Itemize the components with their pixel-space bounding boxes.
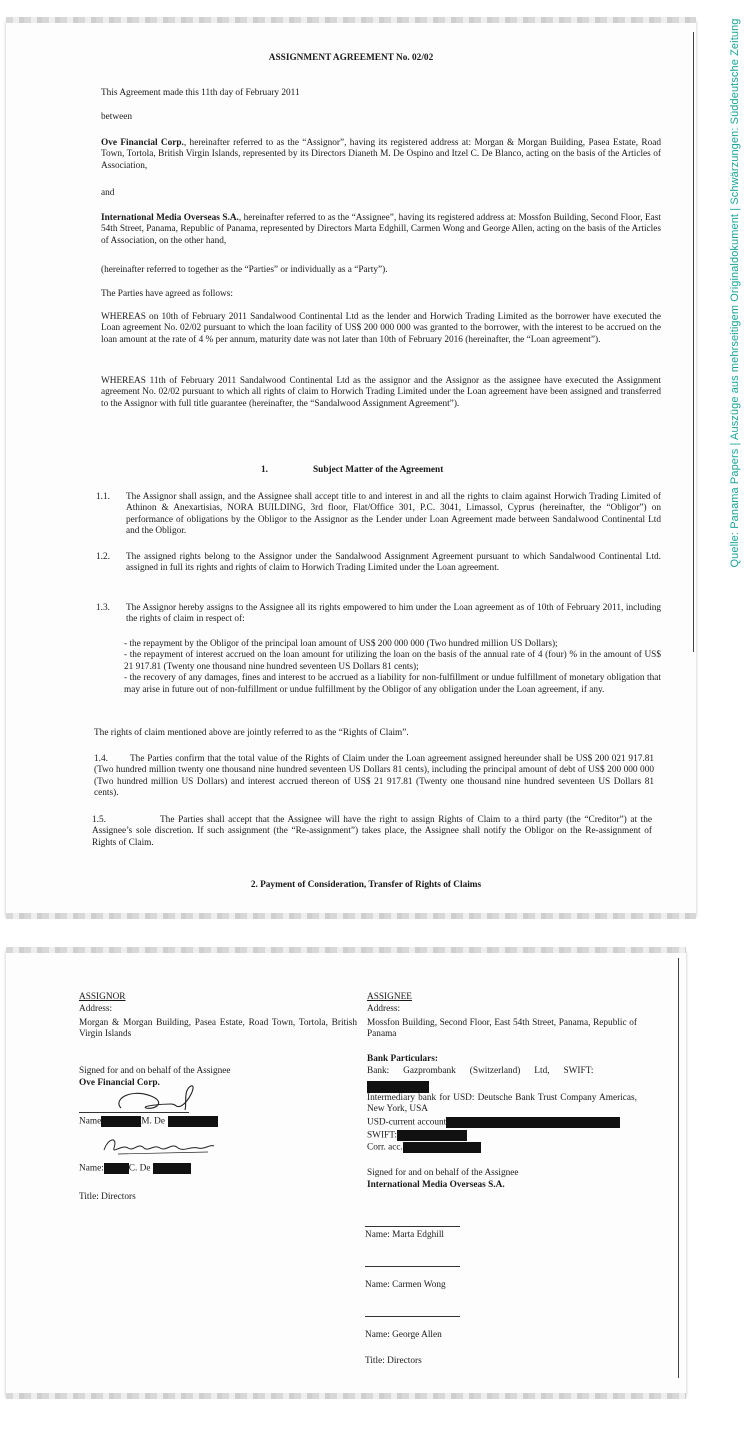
usd-account-label: USD-current account (367, 1117, 447, 1128)
clause-1-3-number: 1.3. (96, 603, 110, 613)
between-text: between (101, 112, 132, 122)
signature-line-george (365, 1316, 460, 1317)
agreement-page-1 (6, 20, 696, 916)
bank-heading: Bank Particulars: (367, 1054, 439, 1064)
redaction-block (367, 1081, 429, 1093)
signatory-carmen: Name: Carmen Wong (365, 1280, 446, 1290)
assignor-signed-text: Signed for and on behalf of the Assignee (79, 1066, 231, 1076)
name-2-label: Name: (79, 1163, 104, 1174)
clause-1-5-number: 1.5. (92, 815, 106, 825)
name-1-label: Name (79, 1116, 102, 1127)
assignee-signed-text: Signed for and on behalf of the Assignee (367, 1168, 519, 1178)
redaction-block (101, 1116, 141, 1127)
intermediary-bank: Intermediary bank for USD: Deutsche Bank Trust Company Americas, New York, USA (367, 1093, 637, 1115)
name-1-row (79, 1116, 218, 1128)
redaction-block (168, 1116, 218, 1127)
assignor-address-label: Address: (79, 1004, 113, 1014)
party1-text: , hereinafter referred to as the “Assignor”, having its registered address at: Morgan & Morgan Building, Pasea Estate, Road Town, Tortola, British Virgin Islands, represented by its Directors Dianeth M. De Ospino and Itzel C. De Blanco, acting on the basis of the Articles of Association, (101, 138, 661, 171)
section2-title: 2. Payment of Consideration, Transfer of Rights of Claims (250, 880, 482, 890)
bank-line: Bank: Gazprombank (Switzerland) Ltd, SWIFT: (367, 1066, 594, 1076)
party2-name: International Media Overseas S.A. (101, 213, 239, 223)
redaction-block (104, 1163, 129, 1174)
party2-text: , hereinafter referred to as the “Assignee”, having its registered address at: Mossfon Building, Second Floor, East 54th Street, Panama, Republic of Panama, represented by Directors Marta Edghill, Carmen Wong and George Allen, acting on the basis of the Articles of Association, on the other hand, (101, 213, 661, 246)
clause-1-3-list: - the repayment by the Obligor of the principal loan amount of US$ 200 000 000 (Two hundred million US Dollars); - the repayment of interest accrued on the loan amount for utilizing the loan on the basis of the annual rate of 4 (four) % in the amount of US$ 21 917.81 (Twenty one thousand nine hundred seventeen US Dollars 81 cents); - the recovery of any damages, fines and interest to be accrued as a liability for non-fulfillment or undue fulfillment of monetary obligation that may arise in future out of non-fulfillment or undue fulfillment by the Obligor of any obligation under the Loan agreement, if any. (124, 639, 661, 695)
source-credit (728, 8, 742, 578)
redaction-block (397, 1130, 467, 1141)
corr-label: Corr. acc. (367, 1142, 403, 1153)
swift-row (367, 1130, 467, 1142)
date-line: This Agreement made this 11th day of February 2011 (101, 88, 300, 98)
signature-line-carmen (365, 1266, 460, 1267)
name-2-row (79, 1163, 191, 1175)
assignee-address-label: Address: (367, 1004, 401, 1014)
hereinafter-text: (hereinafter referred to together as the “Parties” or individually as a “Party”). (101, 265, 388, 275)
assignee-address: Mossfon Building, Second Floor, East 54th Street, Panama, Republic of Panama (367, 1018, 637, 1040)
agreement-page-2 (6, 950, 686, 1396)
assignee-heading: ASSIGNEE (367, 992, 412, 1002)
section1-number: 1. (261, 465, 268, 475)
signatory-marta: Name: Marta Edghill (365, 1230, 445, 1240)
redaction-block (403, 1142, 481, 1153)
assignor-address: Morgan & Morgan Building, Pasea Estate, Road Town, Tortola, British Virgin Islands (79, 1018, 357, 1040)
clause-1-2-number: 1.2. (96, 552, 110, 562)
page-edge-line (693, 32, 694, 652)
clause-1-4-number: 1.4. (94, 754, 108, 764)
redaction-block (153, 1163, 191, 1174)
and-text: and (101, 188, 115, 198)
clause-1-1: The Assignor shall assign, and the Assignee shall accept title to and interest in and all the rights to claim against Horwich Trading Limited of Athinon & Anexartisias, NORA BUILDING, 3rd floor, Flat/Office 301, P.C. 3041, Limassol, Cyprus (hereinafter, the “Obligor”) on performance of obligations by the Obligor to the Assignor as the Lender under Loan Agreement made between Sandalwood Continental Ltd and the Obligor. (126, 492, 661, 537)
usd-account-row (367, 1117, 620, 1129)
clause-1-3: The Assignor hereby assigns to the Assignee all its rights empowered to him under the Loan agreement as of 10th of February 2011, including the rights of claim in respect of: (126, 603, 661, 625)
clause-1-4: The Parties confirm that the total value of the Rights of Claim under the Loan agreement assigned hereunder shall be US$ 200 021 917.81 (Two hundred million twenty one thousand nine hundred seventeen US Dollars 81 cents), including the principal amount of debt of US$ 200 000 000 (Two hundred million US Dollars) and interest accrued thereon of US$ 21 917.81 (Twenty one thousand nine hundred seventeen US Dollars 81 cents). (94, 754, 654, 799)
signature-2-icon (98, 1132, 218, 1158)
assignor-heading: ASSIGNOR (79, 992, 126, 1002)
assignee-title: Title: Directors (365, 1356, 422, 1366)
party1-paragraph (101, 138, 661, 172)
assignor-title: Title: Directors (79, 1192, 136, 1202)
whereas-1: WHEREAS on 10th of February 2011 Sandalwood Continental Ltd as the lender and Horwich Trading Limited as the borrower have executed the Loan agreement No. 02/02 pursuant to which the loan facility of US$ 200 000 000 was granted to the borrower, with the interest to be accrued on the loan amount at the rate of 4 % per annum, maturity date was not later than 10th of February 2016 (hereinafter, the “Loan agreement”). (101, 312, 661, 345)
whereas-2: WHEREAS 11th of February 2011 Sandalwood Continental Ltd as the assignor and the Assignor as the assignee have executed the Assignment agreement No. 02/02 pursuant to which all rights of claim to Horwich Trading Limited under the Loan agreement have been assigned and transferred to the Assignor with full title guarantee (hereinafter, the “Sandalwood Assignment Agreement”). (101, 376, 661, 409)
source-credit-text: Quelle: Panama Papers | Auszüge aus mehrseitigem Originaldokument | Schwärzungen: Süddeutsche Zeitung (729, 18, 741, 568)
party2-paragraph (101, 213, 661, 247)
page-edge-line-2 (678, 958, 679, 1378)
rights-of-claim-text: The rights of claim mentioned above are jointly referred to as the “Rights of Claim”. (94, 728, 409, 738)
section1-title: Subject Matter of the Agreement (313, 465, 444, 475)
clause-1-2: The assigned rights belong to the Assignor under the Sandalwood Assignment Agreement pursuant to which Sandalwood Continental Ltd. assigned in full its rights and rights of claim to Horwich Trading Limited under the Loan agreement. (126, 552, 661, 574)
name-2-part: C. De (128, 1163, 151, 1174)
signatory-george: Name: George Allen (365, 1330, 442, 1340)
agreed-text: The Parties have agreed as follows: (101, 289, 233, 299)
document-title: ASSIGNMENT AGREEMENT No. 02/02 (268, 53, 434, 63)
name-1-part: M. De (141, 1116, 165, 1127)
signature-1-icon (111, 1078, 201, 1116)
clause-1-1-number: 1.1. (96, 492, 110, 502)
assignor-company: Ove Financial Corp. (79, 1078, 160, 1088)
corr-row (367, 1142, 481, 1154)
clause-1-5: The Parties shall accept that the Assignee will have the right to assign Rights of Claim to a third party (the “Creditor”) at the Assignee’s sole discretion. If such assignment (the “Re-assignment”) takes place, the Assignee shall notify the Obligor on the Re-assignment of Rights of Claim. (92, 815, 652, 848)
signature-line-1 (79, 1112, 189, 1113)
signature-line-marta (365, 1226, 460, 1227)
redaction-block (446, 1117, 620, 1128)
assignee-company: International Media Overseas S.A. (367, 1180, 505, 1190)
swift-label: SWIFT: (367, 1130, 398, 1141)
party1-name: Ove Financial Corp. (101, 138, 184, 148)
